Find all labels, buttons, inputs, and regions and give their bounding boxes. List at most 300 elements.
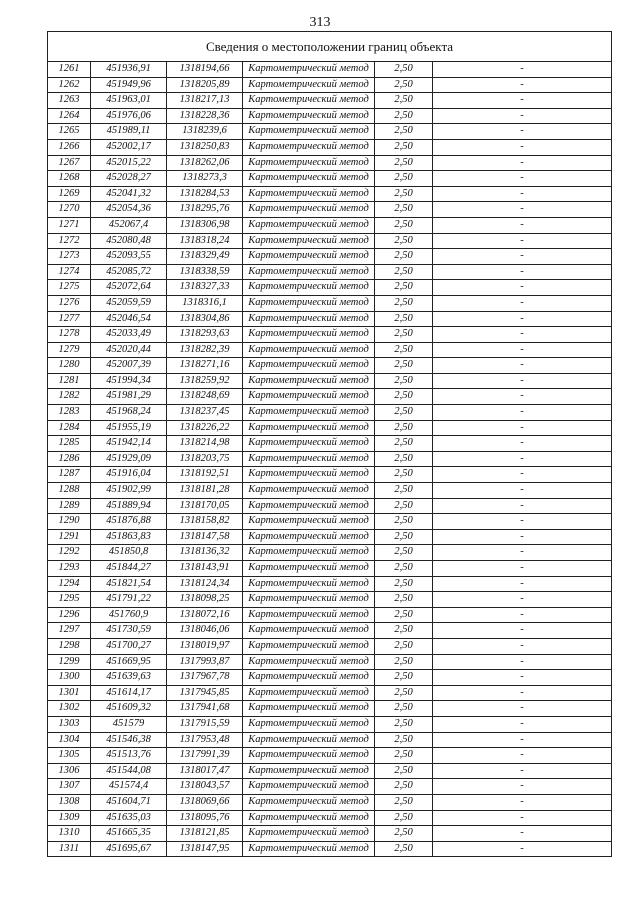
method-cell: Картометрический метод (243, 685, 375, 701)
table-row (48, 826, 612, 842)
table-row (48, 358, 612, 374)
x-coordinate-cell: 452072,64 (91, 280, 167, 296)
x-coordinate-cell: 451791,22 (91, 592, 167, 608)
point-number-cell: 1287 (48, 467, 91, 483)
description-cell: - (433, 514, 612, 530)
x-coordinate-cell: 451902,99 (91, 483, 167, 499)
table-row (48, 467, 612, 483)
table-row (48, 451, 612, 467)
y-coordinate-cell: 1318237,45 (167, 405, 243, 421)
y-coordinate-cell: 1318043,57 (167, 779, 243, 795)
accuracy-cell: 2,50 (375, 810, 433, 826)
y-coordinate-cell: 1318194,66 (167, 62, 243, 78)
y-coordinate-cell: 1318147,58 (167, 529, 243, 545)
boundary-table (47, 61, 612, 857)
x-coordinate-cell: 451760,9 (91, 607, 167, 623)
point-number-cell: 1285 (48, 436, 91, 452)
x-coordinate-cell: 451936,91 (91, 62, 167, 78)
point-number-cell: 1262 (48, 77, 91, 93)
x-coordinate-cell: 451574,4 (91, 779, 167, 795)
method-cell: Картометрический метод (243, 295, 375, 311)
x-coordinate-cell: 451821,54 (91, 576, 167, 592)
description-cell: - (433, 451, 612, 467)
accuracy-cell: 2,50 (375, 748, 433, 764)
method-cell: Картометрический метод (243, 623, 375, 639)
x-coordinate-cell: 451994,34 (91, 373, 167, 389)
point-number-cell: 1277 (48, 311, 91, 327)
table-row (48, 498, 612, 514)
description-cell: - (433, 311, 612, 327)
x-coordinate-cell: 452020,44 (91, 342, 167, 358)
description-cell: - (433, 233, 612, 249)
method-cell: Картометрический метод (243, 561, 375, 577)
x-coordinate-cell: 452015,22 (91, 155, 167, 171)
y-coordinate-cell: 1318124,34 (167, 576, 243, 592)
accuracy-cell: 2,50 (375, 670, 433, 686)
y-coordinate-cell: 1317945,85 (167, 685, 243, 701)
point-number-cell: 1265 (48, 124, 91, 140)
method-cell: Картометрический метод (243, 202, 375, 218)
table-row (48, 295, 612, 311)
point-number-cell: 1292 (48, 545, 91, 561)
method-cell: Картометрический метод (243, 810, 375, 826)
description-cell: - (433, 217, 612, 233)
method-cell: Картометрический метод (243, 592, 375, 608)
x-coordinate-cell: 451916,04 (91, 467, 167, 483)
accuracy-cell: 2,50 (375, 716, 433, 732)
description-cell: - (433, 748, 612, 764)
point-number-cell: 1278 (48, 327, 91, 343)
x-coordinate-cell: 452041,32 (91, 186, 167, 202)
accuracy-cell: 2,50 (375, 545, 433, 561)
table-row (48, 701, 612, 717)
description-cell: - (433, 623, 612, 639)
method-cell: Картометрический метод (243, 249, 375, 265)
description-cell: - (433, 638, 612, 654)
description-cell: - (433, 483, 612, 499)
x-coordinate-cell: 452054,36 (91, 202, 167, 218)
method-cell: Картометрический метод (243, 155, 375, 171)
method-cell: Картометрический метод (243, 545, 375, 561)
description-cell: - (433, 685, 612, 701)
description-cell: - (433, 529, 612, 545)
x-coordinate-cell: 451976,06 (91, 108, 167, 124)
table-row (48, 108, 612, 124)
accuracy-cell: 2,50 (375, 561, 433, 577)
x-coordinate-cell: 451942,14 (91, 436, 167, 452)
point-number-cell: 1264 (48, 108, 91, 124)
accuracy-cell: 2,50 (375, 592, 433, 608)
table-row (48, 62, 612, 78)
accuracy-cell: 2,50 (375, 607, 433, 623)
accuracy-cell: 2,50 (375, 155, 433, 171)
x-coordinate-cell: 451963,01 (91, 93, 167, 109)
x-coordinate-cell: 452059,59 (91, 295, 167, 311)
y-coordinate-cell: 1318098,25 (167, 592, 243, 608)
x-coordinate-cell: 451968,24 (91, 405, 167, 421)
boundary-table-sheet (47, 31, 612, 857)
x-coordinate-cell: 452067,4 (91, 217, 167, 233)
y-coordinate-cell: 1318304,86 (167, 311, 243, 327)
y-coordinate-cell: 1318147,95 (167, 841, 243, 857)
method-cell: Картометрический метод (243, 701, 375, 717)
x-coordinate-cell: 451546,38 (91, 732, 167, 748)
x-coordinate-cell: 451639,63 (91, 670, 167, 686)
table-row (48, 654, 612, 670)
accuracy-cell: 2,50 (375, 280, 433, 296)
table-row (48, 93, 612, 109)
accuracy-cell: 2,50 (375, 483, 433, 499)
method-cell: Картометрический метод (243, 576, 375, 592)
description-cell: - (433, 108, 612, 124)
table-row (48, 264, 612, 280)
accuracy-cell: 2,50 (375, 62, 433, 78)
x-coordinate-cell: 451730,59 (91, 623, 167, 639)
table-row (48, 233, 612, 249)
table-row (48, 124, 612, 140)
method-cell: Картометрический метод (243, 498, 375, 514)
description-cell: - (433, 654, 612, 670)
accuracy-cell: 2,50 (375, 327, 433, 343)
y-coordinate-cell: 1318046,06 (167, 623, 243, 639)
table-row (48, 171, 612, 187)
y-coordinate-cell: 1317993,87 (167, 654, 243, 670)
description-cell: - (433, 420, 612, 436)
description-cell: - (433, 498, 612, 514)
point-number-cell: 1283 (48, 405, 91, 421)
table-row (48, 638, 612, 654)
description-cell: - (433, 436, 612, 452)
x-coordinate-cell: 452007,39 (91, 358, 167, 374)
table-row (48, 810, 612, 826)
x-coordinate-cell: 451876,88 (91, 514, 167, 530)
y-coordinate-cell: 1318262,06 (167, 155, 243, 171)
table-row (48, 670, 612, 686)
y-coordinate-cell: 1318338,59 (167, 264, 243, 280)
table-row (48, 373, 612, 389)
x-coordinate-cell: 452033,49 (91, 327, 167, 343)
method-cell: Картометрический метод (243, 670, 375, 686)
x-coordinate-cell: 451949,96 (91, 77, 167, 93)
method-cell: Картометрический метод (243, 217, 375, 233)
accuracy-cell: 2,50 (375, 436, 433, 452)
point-number-cell: 1271 (48, 217, 91, 233)
point-number-cell: 1284 (48, 420, 91, 436)
accuracy-cell: 2,50 (375, 124, 433, 140)
point-number-cell: 1280 (48, 358, 91, 374)
method-cell: Картометрический метод (243, 264, 375, 280)
accuracy-cell: 2,50 (375, 171, 433, 187)
accuracy-cell: 2,50 (375, 295, 433, 311)
description-cell: - (433, 373, 612, 389)
description-cell: - (433, 670, 612, 686)
table-row (48, 420, 612, 436)
point-number-cell: 1275 (48, 280, 91, 296)
accuracy-cell: 2,50 (375, 514, 433, 530)
method-cell: Картометрический метод (243, 405, 375, 421)
description-cell: - (433, 607, 612, 623)
y-coordinate-cell: 1318306,98 (167, 217, 243, 233)
point-number-cell: 1306 (48, 763, 91, 779)
method-cell: Картометрический метод (243, 607, 375, 623)
table-row (48, 623, 612, 639)
table-row (48, 217, 612, 233)
y-coordinate-cell: 1318239,6 (167, 124, 243, 140)
accuracy-cell: 2,50 (375, 779, 433, 795)
y-coordinate-cell: 1318259,92 (167, 373, 243, 389)
y-coordinate-cell: 1318143,91 (167, 561, 243, 577)
point-number-cell: 1261 (48, 62, 91, 78)
point-number-cell: 1298 (48, 638, 91, 654)
description-cell: - (433, 732, 612, 748)
y-coordinate-cell: 1317967,78 (167, 670, 243, 686)
description-cell: - (433, 716, 612, 732)
accuracy-cell: 2,50 (375, 233, 433, 249)
description-cell: - (433, 405, 612, 421)
method-cell: Картометрический метод (243, 311, 375, 327)
accuracy-cell: 2,50 (375, 186, 433, 202)
x-coordinate-cell: 451579 (91, 716, 167, 732)
description-cell: - (433, 794, 612, 810)
x-coordinate-cell: 451669,95 (91, 654, 167, 670)
point-number-cell: 1308 (48, 794, 91, 810)
point-number-cell: 1300 (48, 670, 91, 686)
table-row (48, 186, 612, 202)
accuracy-cell: 2,50 (375, 841, 433, 857)
description-cell: - (433, 342, 612, 358)
description-cell: - (433, 77, 612, 93)
method-cell: Картометрический метод (243, 93, 375, 109)
x-coordinate-cell: 452093,55 (91, 249, 167, 265)
y-coordinate-cell: 1318250,83 (167, 139, 243, 155)
point-number-cell: 1301 (48, 685, 91, 701)
point-number-cell: 1293 (48, 561, 91, 577)
method-cell: Картометрический метод (243, 233, 375, 249)
table-row (48, 576, 612, 592)
x-coordinate-cell: 451929,09 (91, 451, 167, 467)
accuracy-cell: 2,50 (375, 685, 433, 701)
accuracy-cell: 2,50 (375, 420, 433, 436)
method-cell: Картометрический метод (243, 280, 375, 296)
point-number-cell: 1282 (48, 389, 91, 405)
method-cell: Картометрический метод (243, 420, 375, 436)
table-row (48, 311, 612, 327)
description-cell: - (433, 249, 612, 265)
description-cell: - (433, 779, 612, 795)
x-coordinate-cell: 451700,27 (91, 638, 167, 654)
method-cell: Картометрический метод (243, 467, 375, 483)
table-row (48, 592, 612, 608)
description-cell: - (433, 545, 612, 561)
x-coordinate-cell: 452046,54 (91, 311, 167, 327)
y-coordinate-cell: 1318226,22 (167, 420, 243, 436)
description-cell: - (433, 139, 612, 155)
y-coordinate-cell: 1318273,3 (167, 171, 243, 187)
method-cell: Картометрический метод (243, 748, 375, 764)
y-coordinate-cell: 1318282,39 (167, 342, 243, 358)
method-cell: Картометрический метод (243, 763, 375, 779)
accuracy-cell: 2,50 (375, 358, 433, 374)
point-number-cell: 1295 (48, 592, 91, 608)
y-coordinate-cell: 1317991,39 (167, 748, 243, 764)
description-cell: - (433, 576, 612, 592)
y-coordinate-cell: 1317953,48 (167, 732, 243, 748)
table-row (48, 436, 612, 452)
y-coordinate-cell: 1318248,69 (167, 389, 243, 405)
y-coordinate-cell: 1318205,89 (167, 77, 243, 93)
table-row (48, 529, 612, 545)
description-cell: - (433, 826, 612, 842)
x-coordinate-cell: 451889,94 (91, 498, 167, 514)
method-cell: Картометрический метод (243, 358, 375, 374)
x-coordinate-cell: 451955,19 (91, 420, 167, 436)
y-coordinate-cell: 1318203,75 (167, 451, 243, 467)
accuracy-cell: 2,50 (375, 108, 433, 124)
table-row (48, 561, 612, 577)
table-row (48, 607, 612, 623)
description-cell: - (433, 202, 612, 218)
y-coordinate-cell: 1318327,33 (167, 280, 243, 296)
description-cell: - (433, 763, 612, 779)
point-number-cell: 1281 (48, 373, 91, 389)
method-cell: Картометрический метод (243, 841, 375, 857)
point-number-cell: 1291 (48, 529, 91, 545)
x-coordinate-cell: 452002,17 (91, 139, 167, 155)
table-row (48, 202, 612, 218)
accuracy-cell: 2,50 (375, 576, 433, 592)
y-coordinate-cell: 1318121,85 (167, 826, 243, 842)
y-coordinate-cell: 1318072,16 (167, 607, 243, 623)
method-cell: Картометрический метод (243, 514, 375, 530)
table-row (48, 763, 612, 779)
method-cell: Картометрический метод (243, 77, 375, 93)
description-cell: - (433, 467, 612, 483)
table-body (48, 62, 612, 857)
y-coordinate-cell: 1318271,16 (167, 358, 243, 374)
accuracy-cell: 2,50 (375, 732, 433, 748)
y-coordinate-cell: 1318217,13 (167, 93, 243, 109)
point-number-cell: 1270 (48, 202, 91, 218)
method-cell: Картометрический метод (243, 451, 375, 467)
point-number-cell: 1286 (48, 451, 91, 467)
method-cell: Картометрический метод (243, 436, 375, 452)
table-row (48, 685, 612, 701)
point-number-cell: 1273 (48, 249, 91, 265)
point-number-cell: 1303 (48, 716, 91, 732)
description-cell: - (433, 841, 612, 857)
method-cell: Картометрический метод (243, 483, 375, 499)
accuracy-cell: 2,50 (375, 249, 433, 265)
point-number-cell: 1310 (48, 826, 91, 842)
accuracy-cell: 2,50 (375, 373, 433, 389)
method-cell: Картометрический метод (243, 124, 375, 140)
point-number-cell: 1268 (48, 171, 91, 187)
description-cell: - (433, 124, 612, 140)
table-row (48, 794, 612, 810)
point-number-cell: 1309 (48, 810, 91, 826)
table-row (48, 327, 612, 343)
y-coordinate-cell: 1318318,24 (167, 233, 243, 249)
method-cell: Картометрический метод (243, 62, 375, 78)
accuracy-cell: 2,50 (375, 139, 433, 155)
accuracy-cell: 2,50 (375, 701, 433, 717)
x-coordinate-cell: 451609,32 (91, 701, 167, 717)
y-coordinate-cell: 1318284,53 (167, 186, 243, 202)
point-number-cell: 1289 (48, 498, 91, 514)
table-row (48, 139, 612, 155)
accuracy-cell: 2,50 (375, 93, 433, 109)
method-cell: Картометрический метод (243, 732, 375, 748)
point-number-cell: 1263 (48, 93, 91, 109)
table-row (48, 249, 612, 265)
description-cell: - (433, 389, 612, 405)
point-number-cell: 1294 (48, 576, 91, 592)
description-cell: - (433, 701, 612, 717)
method-cell: Картометрический метод (243, 794, 375, 810)
description-cell: - (433, 295, 612, 311)
y-coordinate-cell: 1318017,47 (167, 763, 243, 779)
accuracy-cell: 2,50 (375, 264, 433, 280)
y-coordinate-cell: 1318136,32 (167, 545, 243, 561)
table-row (48, 716, 612, 732)
x-coordinate-cell: 451604,71 (91, 794, 167, 810)
accuracy-cell: 2,50 (375, 623, 433, 639)
method-cell: Картометрический метод (243, 186, 375, 202)
method-cell: Картометрический метод (243, 826, 375, 842)
description-cell: - (433, 62, 612, 78)
x-coordinate-cell: 451635,03 (91, 810, 167, 826)
accuracy-cell: 2,50 (375, 217, 433, 233)
description-cell: - (433, 93, 612, 109)
table-row (48, 545, 612, 561)
point-number-cell: 1304 (48, 732, 91, 748)
method-cell: Картометрический метод (243, 171, 375, 187)
point-number-cell: 1267 (48, 155, 91, 171)
y-coordinate-cell: 1318158,82 (167, 514, 243, 530)
method-cell: Картометрический метод (243, 342, 375, 358)
accuracy-cell: 2,50 (375, 342, 433, 358)
table-row (48, 779, 612, 795)
description-cell: - (433, 171, 612, 187)
y-coordinate-cell: 1318214,98 (167, 436, 243, 452)
point-number-cell: 1307 (48, 779, 91, 795)
x-coordinate-cell: 451844,27 (91, 561, 167, 577)
x-coordinate-cell: 451863,83 (91, 529, 167, 545)
x-coordinate-cell: 452080,48 (91, 233, 167, 249)
description-cell: - (433, 810, 612, 826)
accuracy-cell: 2,50 (375, 794, 433, 810)
accuracy-cell: 2,50 (375, 202, 433, 218)
y-coordinate-cell: 1318192,51 (167, 467, 243, 483)
point-number-cell: 1290 (48, 514, 91, 530)
y-coordinate-cell: 1318316,1 (167, 295, 243, 311)
method-cell: Картометрический метод (243, 389, 375, 405)
method-cell: Картометрический метод (243, 716, 375, 732)
table-row (48, 514, 612, 530)
table-row (48, 748, 612, 764)
accuracy-cell: 2,50 (375, 451, 433, 467)
x-coordinate-cell: 451544,08 (91, 763, 167, 779)
description-cell: - (433, 155, 612, 171)
x-coordinate-cell: 451513,76 (91, 748, 167, 764)
method-cell: Картометрический метод (243, 373, 375, 389)
description-cell: - (433, 280, 612, 296)
point-number-cell: 1276 (48, 295, 91, 311)
accuracy-cell: 2,50 (375, 467, 433, 483)
y-coordinate-cell: 1318170,05 (167, 498, 243, 514)
point-number-cell: 1279 (48, 342, 91, 358)
y-coordinate-cell: 1318329,49 (167, 249, 243, 265)
